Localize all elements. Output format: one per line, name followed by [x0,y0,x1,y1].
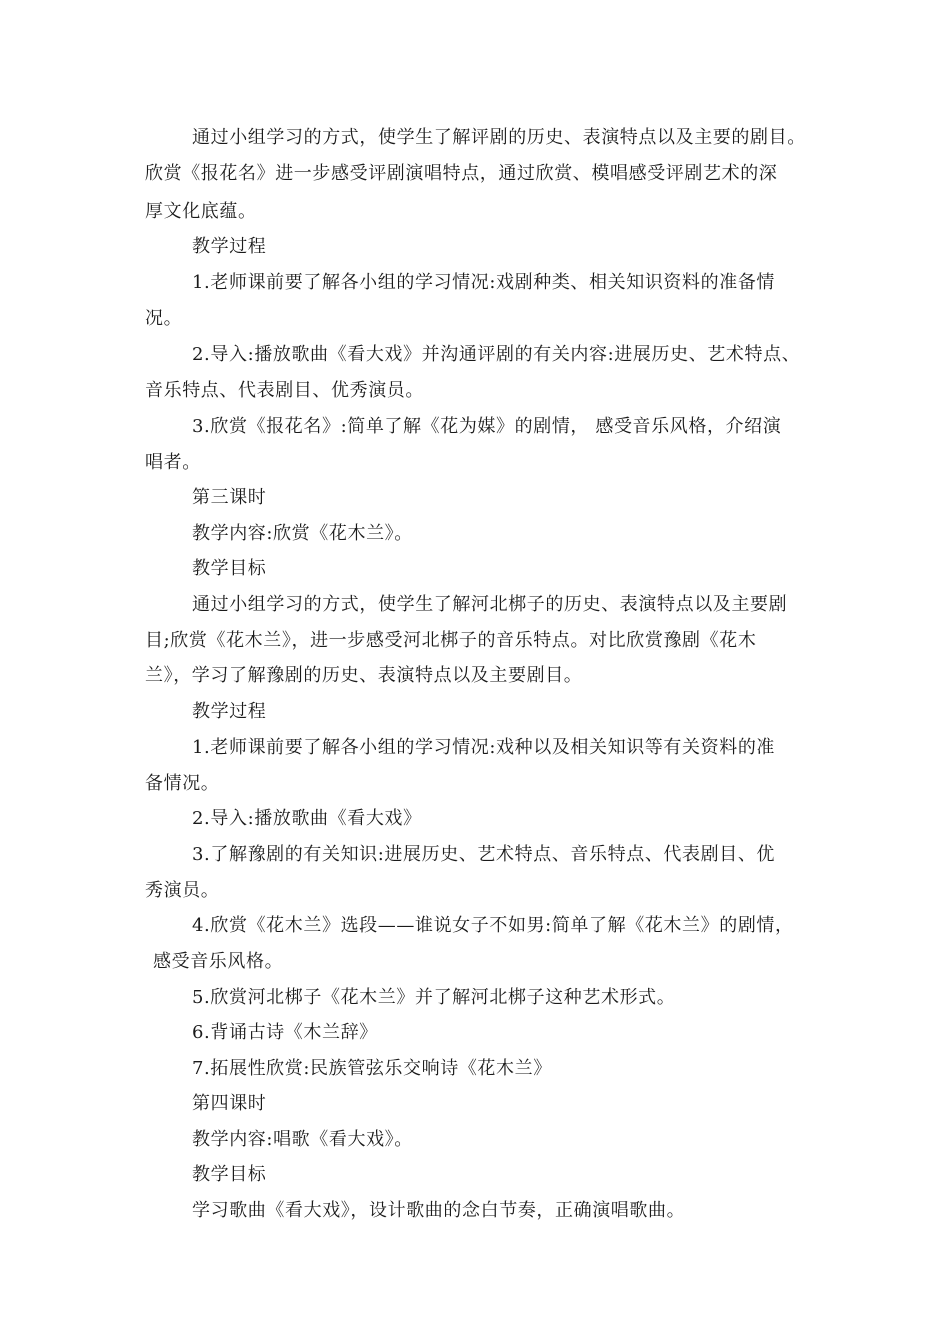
teaching-content: 教学内容:欣赏《花木兰》。 [192,523,413,544]
list-item: 3.了解豫剧的有关知识:进展历史、艺术特点、音乐特点、代表剧目、优 [192,844,776,865]
paragraph-line: 兰》，学习了解豫剧的历史、表演特点以及主要剧目。 [145,665,583,686]
list-item-continuation: 秀演员。 [145,880,220,901]
section-heading: 教学目标 [192,1164,267,1185]
list-item: 6.背诵古诗《木兰辞》 [192,1022,378,1043]
lesson-heading: 第四课时 [192,1093,267,1114]
list-item-continuation: 感受音乐风格。 [153,951,284,972]
paragraph-line: 目;欣赏《花木兰》，进一步感受河北梆子的音乐特点。对比欣赏豫剧《花木 [145,630,757,651]
paragraph-line: 欣赏《报花名》进一步感受评剧演唱特点，通过欣赏、模唱感受评剧艺术的深 [145,163,778,184]
list-item: 7.拓展性欣赏:民族管弦乐交响诗《花木兰》 [192,1058,552,1079]
list-item: 1.老师课前要了解各小组的学习情况:戏剧种类、相关知识资料的准备情 [192,272,776,293]
paragraph-line: 学习歌曲《看大戏》，设计歌曲的念白节奏，正确演唱歌曲。 [192,1200,686,1221]
list-item: 4.欣赏《花木兰》选段——谁说女子不如男:简单了解《花木兰》的剧情， [192,915,794,936]
section-heading: 教学过程 [192,701,267,722]
list-item: 2.导入:播放歌曲《看大戏》 [192,808,422,829]
list-item-continuation: 备情况。 [145,773,220,794]
list-item-continuation: 况。 [145,308,183,329]
list-item: 1.老师课前要了解各小组的学习情况:戏种以及相关知识等有关资料的准 [192,737,776,758]
section-heading: 教学过程 [192,236,267,257]
teaching-content: 教学内容:唱歌《看大戏》。 [192,1129,413,1150]
paragraph-line: 通过小组学习的方式，使学生了解河北梆子的历史、表演特点以及主要剧 [192,594,788,615]
paragraph-line: 厚文化底蕴。 [145,201,257,222]
lesson-heading: 第三课时 [192,487,267,508]
list-item: 5.欣赏河北梆子《花木兰》并了解河北梆子这种艺术形式。 [192,987,676,1008]
section-heading: 教学目标 [192,558,267,579]
list-item: 2.导入:播放歌曲《看大戏》并沟通评剧的有关内容:进展历史、艺术特点、 [192,344,801,365]
paragraph-line: 通过小组学习的方式，使学生了解评剧的历史、表演特点以及主要的剧目。 [192,127,806,148]
list-item-continuation: 音乐特点、代表剧目、优秀演员。 [145,380,424,401]
list-item-continuation: 唱者。 [145,452,201,473]
list-item: 3.欣赏《报花名》:简单了解《花为媒》的剧情， 感受音乐风格，介绍演 [192,416,782,437]
